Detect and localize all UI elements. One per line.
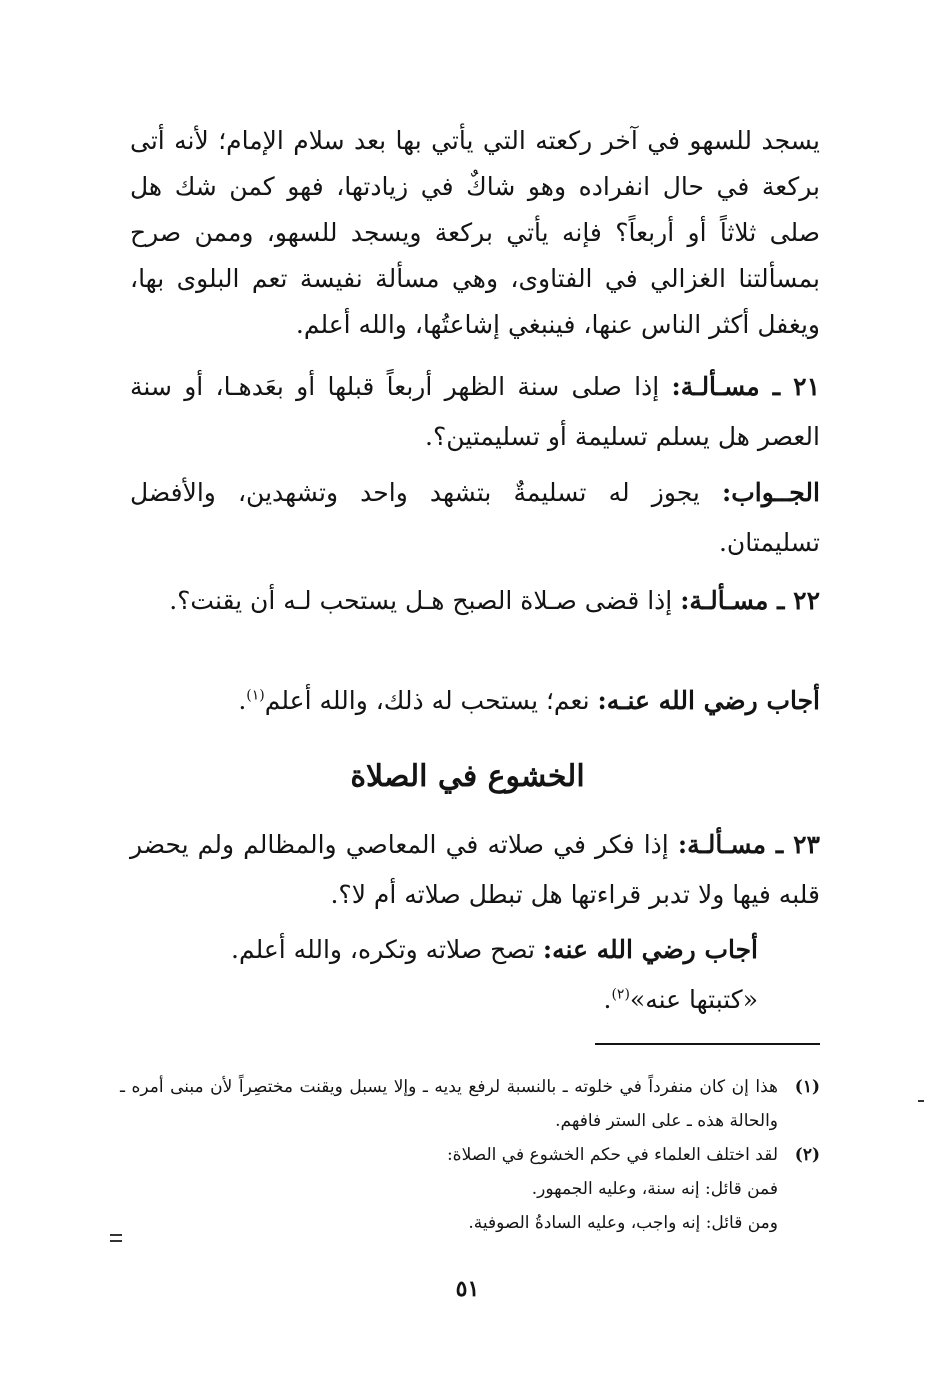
footnote-separator: [595, 1043, 820, 1045]
footnote-line: فمن قائل: إنه سنة، وعليه الجمهور.: [531, 1179, 778, 1199]
footnote-1: [120, 1070, 820, 1138]
question-label: ٢١ ـ مسـألـة:: [671, 372, 820, 401]
scan-speck: [918, 1100, 924, 1102]
footnote-ref-2: (٢): [611, 986, 630, 1003]
answer-label: أجاب رضي الله عنه:: [542, 935, 758, 964]
page-number: ٥١: [455, 1276, 480, 1302]
answer-text: يجوز له تسليمةٌ بتشهد واحد وتشهدين، والأفضل تسليمتان.: [130, 478, 820, 557]
paragraph-continuation: [130, 118, 820, 348]
answer-end: .: [238, 686, 247, 715]
footnote-2: [120, 1138, 820, 1240]
paragraph-text: يسجد للسهو في آخر ركعته التي يأتي بها بعد سلام الإمام؛ لأنه أتى بركعة في حال انفراده وهو شاكٌ في زيادتها، فهو كمن شك هل صلى ثلاثاً أو أربعاً؟ فإنه يأتي بركعة ويسجد للسهو، وممن صرح بمسألتنا الغزالي في الفتاوى، وهي مسألة نفيسة تعم البلوى بها، ويغفل أكثر الناس عنها، فينبغي إشاعتُها، والله أعلم.: [130, 126, 820, 339]
question-22: [130, 576, 820, 626]
attribution-end: .: [603, 985, 612, 1014]
question-text: إذا فكر في صلاته في المعاصي والمظالم ولم يحضر قلبه فيها ولا تدبر قراءتها هل تبطل صلاته أم لا؟.: [130, 830, 820, 909]
question-23: [130, 820, 820, 920]
attribution-text: «كتبتها عنه»: [629, 985, 758, 1014]
question-label: ٢٣ ـ مسـألـة:: [677, 830, 820, 859]
question-text: إذا صلى سنة الظهر أربعاً قبلها أو بعَدهـا، أو سنة العصر هل يسلم تسليمة أو تسليمتين؟.: [130, 372, 820, 451]
footnote-body: [120, 1070, 778, 1138]
footnote-number: (٢): [794, 1145, 820, 1165]
footnote-line: ومن قائل: إنه واجب، وعليه السادةُ الصوفية.: [468, 1213, 778, 1233]
answer-22: [130, 676, 820, 726]
footnote-body: [120, 1138, 778, 1240]
answer-23: [130, 925, 820, 975]
answer-21: [130, 468, 820, 568]
footnote-line: لقد اختلف العلماء في حكم الخشوع في الصلاة:: [446, 1145, 778, 1165]
footnote-number: (١): [794, 1077, 820, 1097]
attribution-note: [130, 977, 820, 1023]
answer-label: الجــواب:: [722, 478, 820, 507]
question-21: [130, 362, 820, 462]
footnotes: [120, 1070, 820, 1240]
section-heading: الخشوع في الصلاة: [350, 759, 585, 794]
answer-text: تصح صلاته وتكره، والله أعلم.: [231, 935, 543, 964]
answer-text: نعم؛ يستحب له ذلك، والله أعلم: [264, 686, 598, 715]
footnote-ref-1: (١): [246, 687, 265, 704]
answer-label: أجاب رضي الله عنـه:: [597, 686, 820, 715]
question-text: إذا قضى صـلاة الصبح هـل يستحب لـه أن يقنت؟.: [169, 586, 681, 615]
footnote-line: هذا إن كان منفرداً في خلوته ـ بالنسبة لرفع يديه ـ وإلا يسبل ويقنت مختصِراً لأن مبنى أمره ـ والحالة هذه ـ على الستر فافهم.: [120, 1077, 778, 1131]
question-label: ٢٢ ـ مسـألـة:: [680, 586, 820, 615]
scan-speck: [110, 1234, 122, 1242]
